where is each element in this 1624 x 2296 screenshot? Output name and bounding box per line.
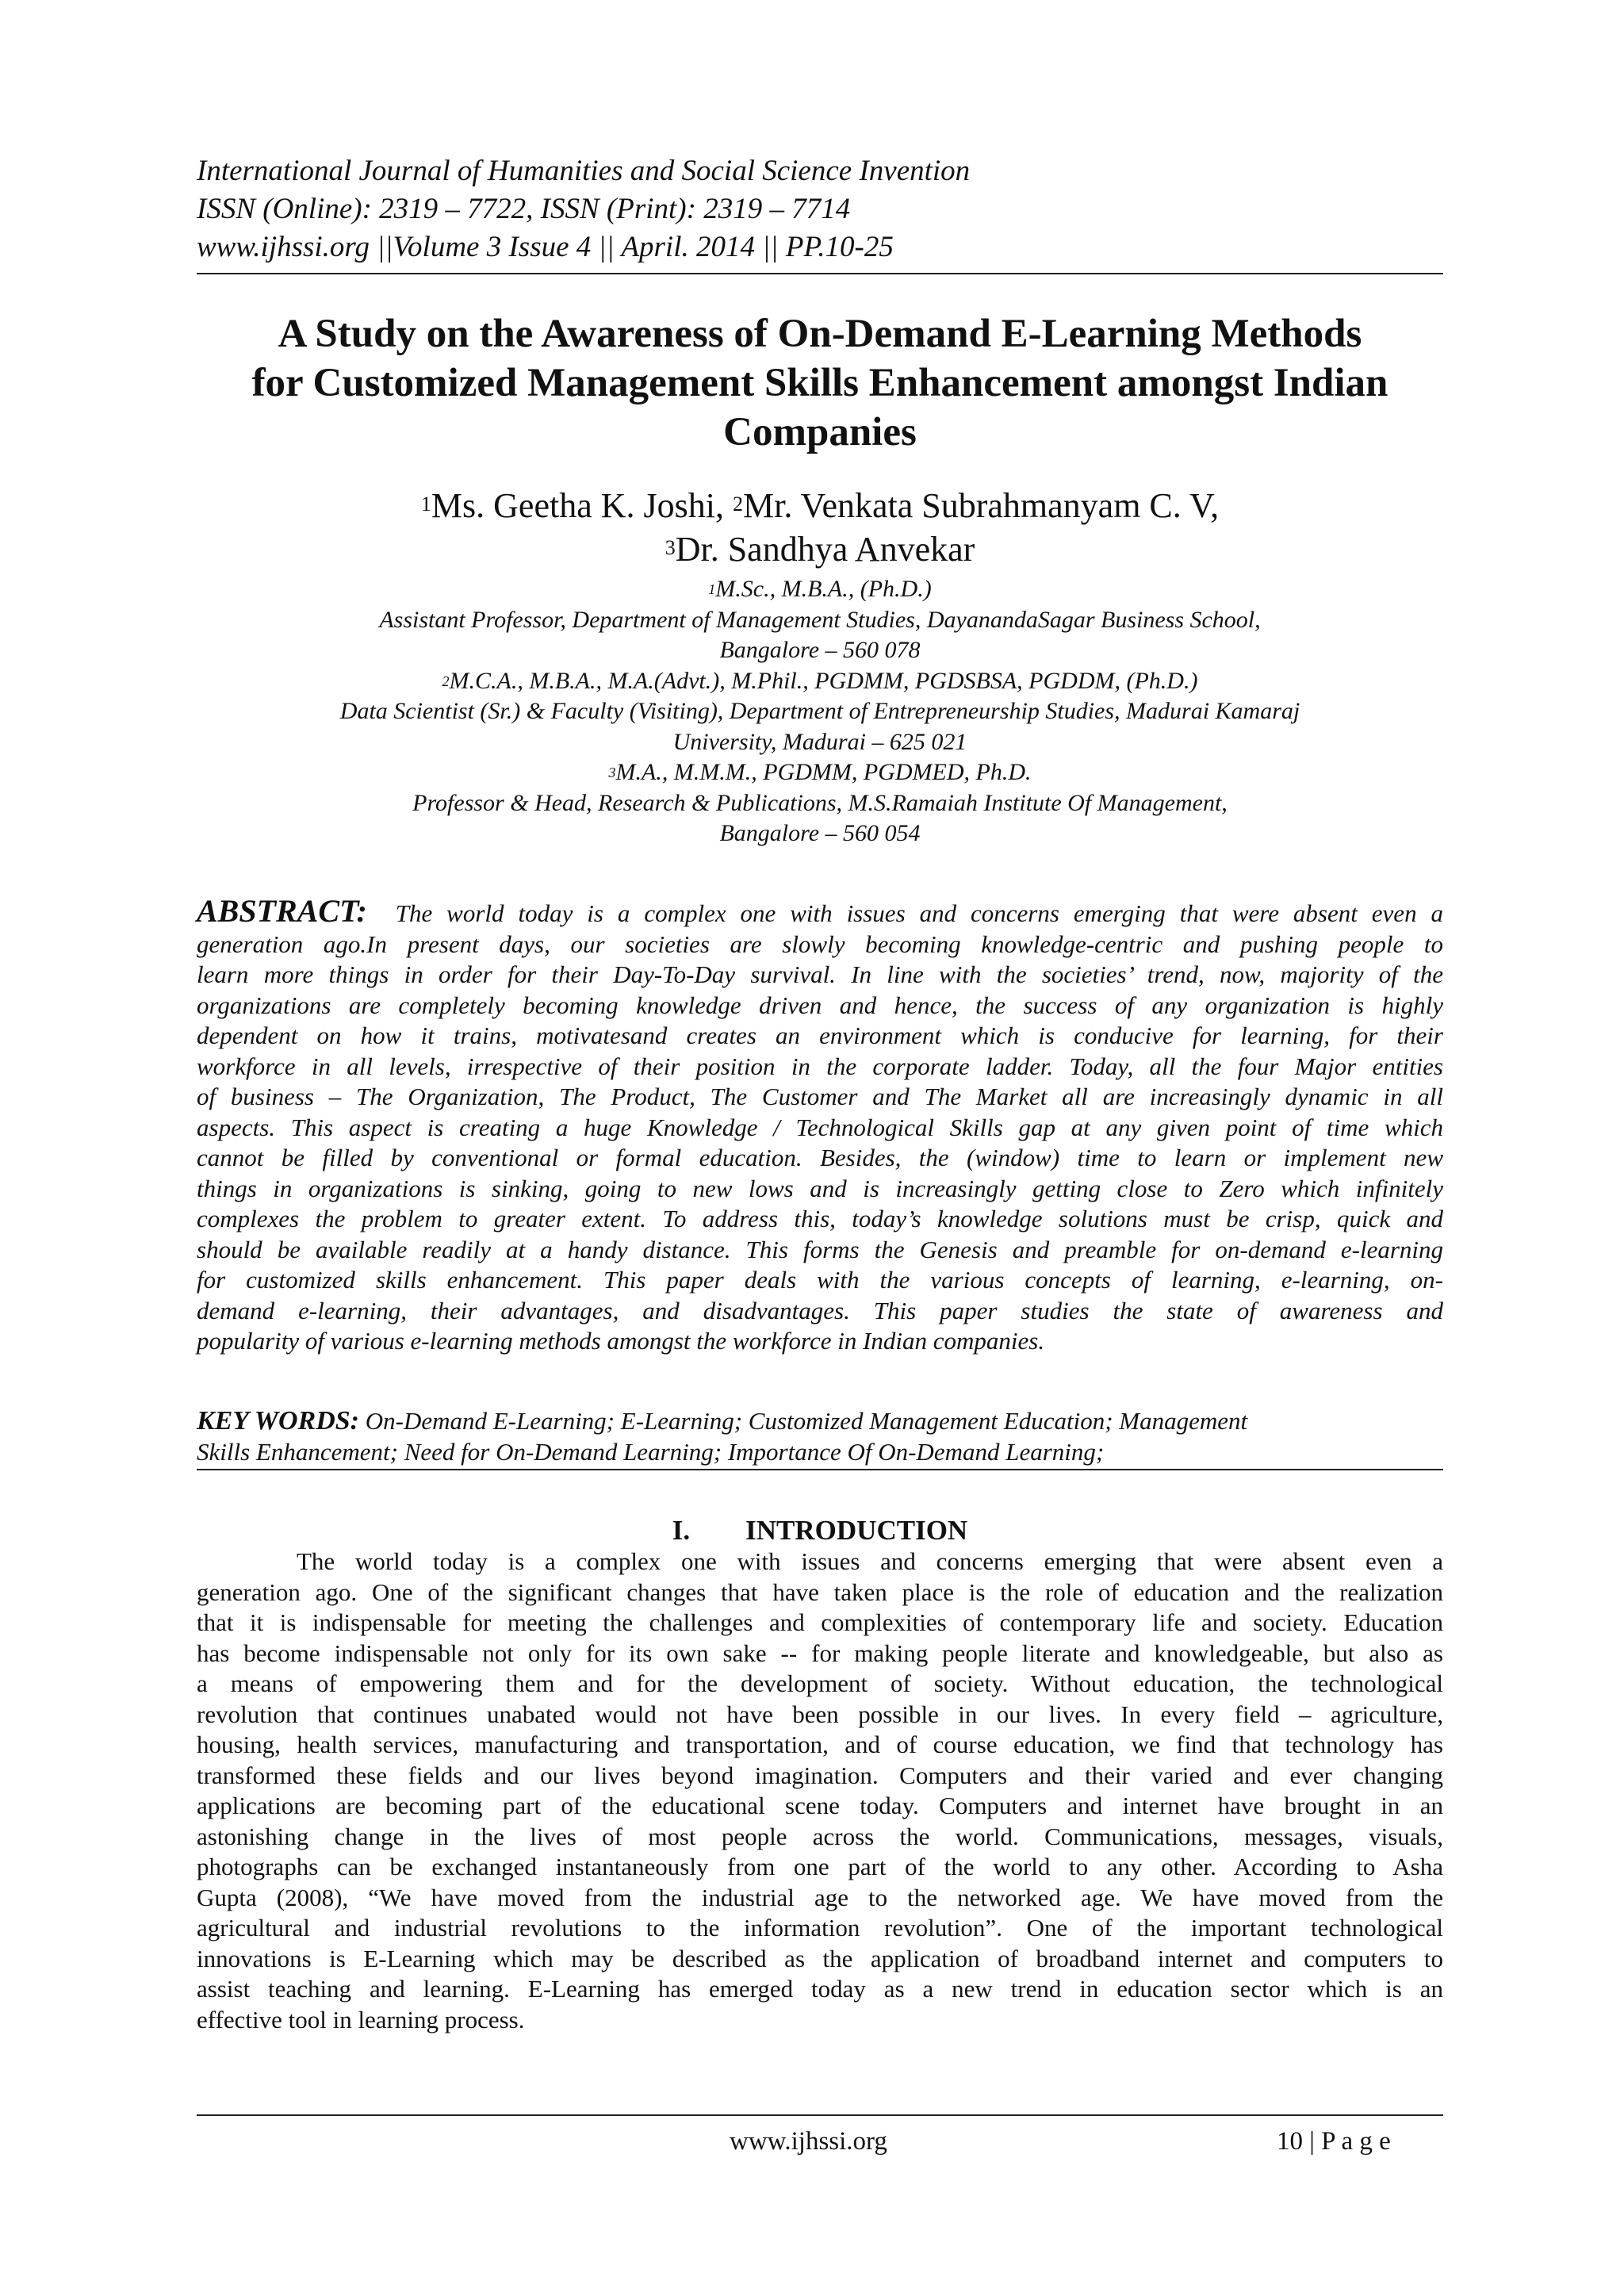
abstract-line: things in organizations is sinking, going to new lows and is increasingly getting close to Zero which infinitely [197,1174,1443,1202]
intro-line: photographs can be exchanged instantaneously from one part of the world to any other. According to Asha [197,1853,1443,1880]
intro-line: generation ago. One of the significant changes that have taken place is the role of education and the realization [197,1577,1443,1606]
keywords [197,1405,1443,1467]
intro-line: assist teaching and learning. E-Learning has emerged today as a new trend in education sector which is an [197,1975,1443,2003]
abstract-line: should be available readily at a handy distance. This forms the Genesis and preamble for on-demand e-learning [197,1235,1443,1263]
keywords-line-1 [197,1405,1443,1436]
author-list [197,484,1443,571]
footer-website: www.ijhssi.org [730,2127,887,2156]
title-line: A Study on the Awareness of On-Demand E-Learning Methods [278,312,1362,356]
abstract-line: aspects. This aspect is creating a huge Knowledge / Technological Skills gap at any given point of time which [197,1113,1443,1141]
abstract-line: cannot be filled by conventional or formal education. Besides, the (window) time to learn or implement new [197,1144,1443,1171]
journal-issn: ISSN (Online): 2319 – 7722, ISSN (Print): 2319 – 7714 [197,193,851,225]
keywords-rule [197,1469,1443,1470]
institution-3: Professor & Head, Research & Publications, M.S.Ramaiah Institute Of Management, [412,789,1228,816]
institution-1: Assistant Professor, Department of Management Studies, DayanandaSagar Business School, [379,606,1261,633]
intro-line: effective tool in learning process. [197,2005,525,2033]
intro-line: Gupta (2008), “We have moved from the industrial age to the networked age. We have moved from the [197,1883,1443,1911]
intro-line: housing, health services, manufacturing and transportation, and of course education, we find that technology has [197,1731,1443,1758]
abstract [197,893,1444,1357]
qualification-2 [197,666,1443,697]
author-sup: 2 [733,493,743,516]
institution-1-address: Bangalore – 560 078 [719,637,921,663]
affil-sup: 3 [608,765,616,780]
intro-line: applications are becoming part of the educational scene today. Computers and internet have brought in an [197,1792,1443,1819]
institution-3-address: Bangalore – 560 054 [719,820,921,846]
qualification-text: M.Sc., M.B.A., (Ph.D.) [715,576,932,602]
intro-line: The world today is a complex one with issues and concerns emerging that were absent even a [297,1547,1443,1575]
author-line-2 [197,527,1443,571]
title-line: for Customized Management Skills Enhancement amongst Indian [251,361,1388,405]
keywords-text: On-Demand E-Learning; E-Learning; Customized Management Education; Management [365,1407,1248,1435]
footer-page-number: 10 | P a g e [1277,2127,1391,2156]
keywords-line-2: Skills Enhancement; Need for On-Demand Learning; Importance Of On-Demand Learning; [197,1438,1105,1466]
qualification-1 [197,574,1443,605]
intro-line: that it is indispensable for meeting the challenges and complexities of contemporary life and society. Education [197,1608,1443,1636]
abstract-line: complexes the problem to greater extent. To address this, today’s knowledge solutions must be crisp, quick and [197,1205,1443,1232]
qualification-3 [197,757,1443,788]
intro-line: has become indispensable not only for its own sake -- for making people literate and knowledgeable, but also as [197,1639,1443,1667]
section-title: INTRODUCTION [745,1515,968,1546]
journal-volume: www.ijhssi.org ||Volume 3 Issue 4 || April. 2014 || PP.10-25 [197,231,894,263]
affil-sup: 1 [708,581,716,597]
header-rule [197,273,1443,274]
author-sup: 3 [665,536,676,559]
qualification-text: M.C.A., M.B.A., M.A.(Advt.), M.Phil., PGDMM, PGDSBSA, PGDDM, (Ph.D.) [449,667,1198,694]
qualification-text: M.A., M.M.M., PGDMM, PGDMED, Ph.D. [615,759,1032,785]
abstract-line: learn more things in order for their Day-To-Day survival. In line with the societies’ trend, now, majority of the [197,960,1443,988]
affil-sup: 2 [442,673,450,689]
paper-title [197,309,1443,457]
title-line: Companies [723,410,917,454]
abstract-line: workforce in all levels, irrespective of their position in the corporate ladder. Today, all the four Major entities [197,1052,1443,1080]
journal-name: International Journal of Humanities and Social Science Invention [197,155,971,187]
abstract-line: for customized skills enhancement. This paper deals with the various concepts of learning, e-learning, on- [197,1266,1443,1294]
intro-line: a means of empowering them and for the development of society. Without education, the technological [197,1669,1443,1697]
institution-2: Data Scientist (Sr.) & Faculty (Visiting), Department of Entrepreneurship Studies, Madurai Kamaraj [339,698,1300,724]
section-number: I. [672,1515,691,1546]
intro-line: revolution that continues unabated would not have been possible in our lives. In every field – agriculture, [197,1700,1443,1728]
abstract-line [197,893,1444,930]
abstract-label: ABSTRACT: [197,893,367,929]
intro-line: innovations is E-Learning which may be described as the application of broadband internet and computers to [197,1944,1443,1972]
journal-header [197,152,1443,266]
abstract-text: The world today is a complex one with issues and concerns emerging that were absent even a [395,899,1444,927]
author-name: Ms. Geetha K. Joshi, [431,486,733,525]
introduction-body [197,1547,1443,2035]
author-sup: 1 [420,493,431,516]
institution-2-address: University, Madurai – 625 021 [672,728,967,755]
intro-line: astonishing change in the lives of most people across the world. Communications, messages, visuals, [197,1822,1443,1850]
intro-line: transformed these fields and our lives beyond imagination. Computers and their varied and ever changing [197,1761,1443,1789]
abstract-line: demand e-learning, their advantages, and disadvantages. This paper studies the state of awareness and [197,1296,1443,1324]
author-line-1 [197,484,1443,527]
intro-line: agricultural and industrial revolutions to the information revolution”. One of the important technological [197,1914,1443,1941]
abstract-line: organizations are completely becoming knowledge driven and hence, the success of any organization is highly [197,991,1443,1019]
author-name: Mr. Venkata Subrahmanyam C. V, [743,486,1220,525]
affiliations [197,574,1443,849]
abstract-line: popularity of various e-learning methods amongst the workforce in Indian companies. [197,1327,1045,1355]
footer-rule [197,2114,1443,2116]
abstract-line: generation ago.In present days, our societies are slowly becoming knowledge-centric and pushing people to [197,930,1443,958]
abstract-line: dependent on how it trains, motivatesand creates an environment which is conducive for learning, for their [197,1022,1443,1049]
author-name: Dr. Sandhya Anvekar [675,530,975,569]
abstract-line: of business – The Organization, The Product, The Customer and The Market all are increasingly dynamic in all [197,1083,1443,1110]
section-heading-introduction [197,1513,1443,1548]
keywords-label: KEY WORDS: [197,1406,359,1435]
